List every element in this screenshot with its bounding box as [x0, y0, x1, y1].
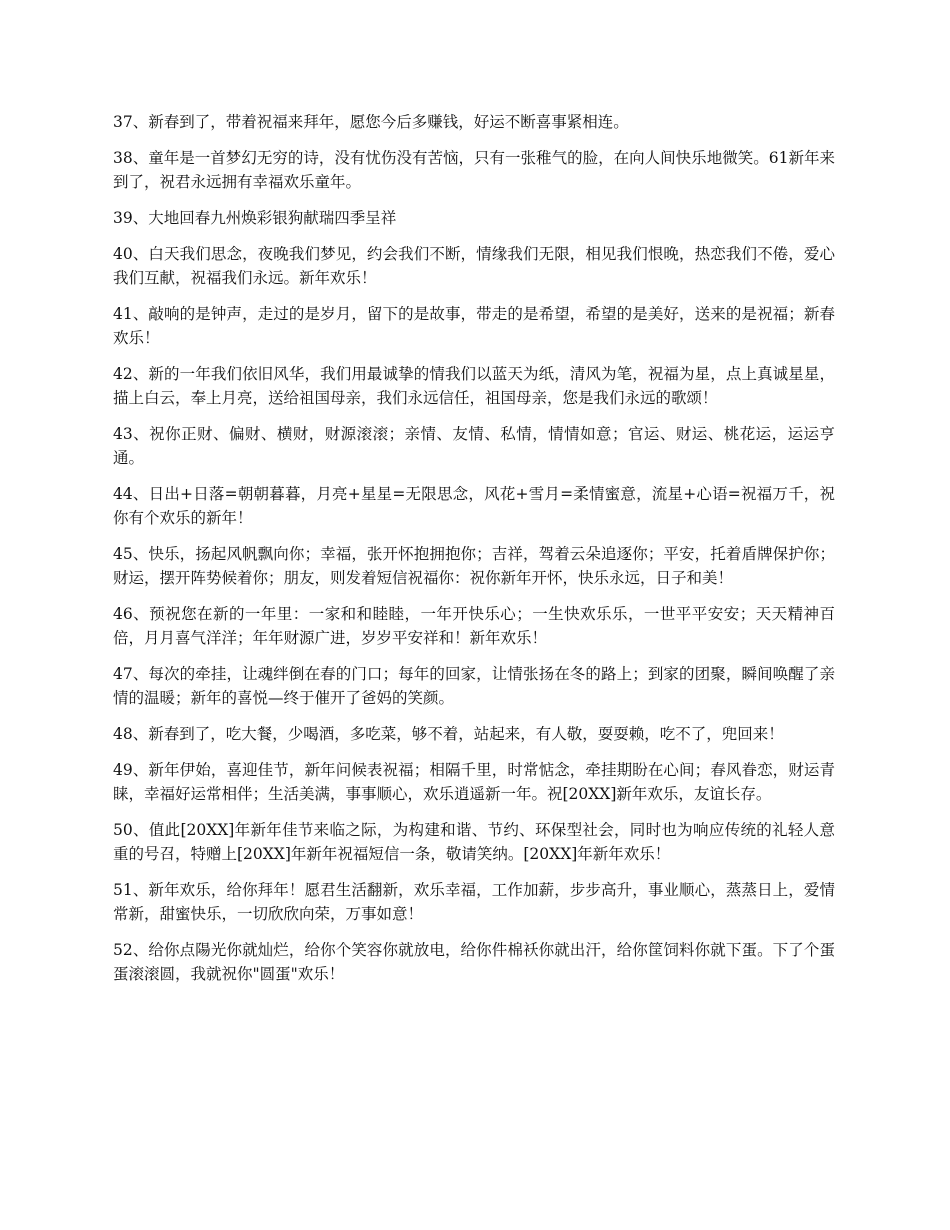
- document-body: [113, 110, 835, 998]
- paragraph-43: 43、祝你正财、偏财、横财，财源滚滚；亲情、友情、私情，情情如意；官运、财运、桃花运，运运亨通。: [113, 425, 835, 467]
- paragraph-39: 39、大地回春九州焕彩银狗献瑞四季呈祥: [113, 209, 397, 227]
- paragraph-52: 52、给你点陽光你就灿烂，给你个笑容你就放电，给你件棉袄你就出汗，给你筐饲料你就下蛋。下了个蛋蛋滚滚圆，我就祝你"圆蛋"欢乐！: [113, 941, 835, 983]
- paragraph-49: 49、新年伊始，喜迎佳节，新年问候表祝福；相隔千里，时常惦念，牵挂期盼在心间；春风眷恋，财运青睐，幸福好运常相伴；生活美满，事事顺心，欢乐逍遥新一年。祝[20XX]新年欢乐，友谊长存。: [113, 761, 835, 803]
- paragraph-50: 50、值此[20XX]年新年佳节来临之际，为构建和谐、节约、环保型社会，同时也为响应传统的礼轻人意重的号召，特赠上[20XX]年新年祝福短信一条，敬请笑纳。[20XX]年新年欢乐！: [113, 821, 835, 863]
- paragraph-51: 51、新年欢乐，给你拜年！愿君生活翻新，欢乐幸福，工作加薪，步步高升，事业顺心，蒸蒸日上，爱情常新，甜蜜快乐，一切欣欣向荣，万事如意！: [113, 881, 835, 923]
- paragraph-38: 38、童年是一首梦幻无穷的诗，没有忧伤没有苦恼，只有一张稚气的脸，在向人间快乐地微笑。61新年来到了，祝君永远拥有幸福欢乐童年。: [113, 149, 835, 191]
- paragraph-40: 40、白天我们思念，夜晚我们梦见，约会我们不断，情缘我们无限，相见我们恨晚，热恋我们不倦，爱心我们互献，祝福我们永远。新年欢乐！: [113, 245, 835, 287]
- paragraph-44: 44、日出+日落=朝朝暮暮，月亮+星星=无限思念，风花+雪月=柔情蜜意，流星+心语=祝福万千，祝你有个欢乐的新年！: [113, 485, 835, 527]
- paragraph-47: 47、每次的牵挂，让魂绊倒在春的门口；每年的回家，让情张扬在冬的路上；到家的团聚，瞬间唤醒了亲情的温暖；新年的喜悦—终于催开了爸妈的笑颜。: [113, 665, 835, 707]
- paragraph-42: 42、新的一年我们依旧风华，我们用最诚挚的情我们以蓝天为纸，清风为笔，祝福为星，点上真诚星星，描上白云，奉上月亮，送给祖国母亲，我们永远信任，祖国母亲，您是我们永远的歌颂！: [113, 365, 835, 407]
- paragraph-37: 37、新春到了，带着祝福来拜年，愿您今后多赚钱，好运不断喜事紧相连。: [113, 113, 629, 131]
- paragraph-46: 46、预祝您在新的一年里：一家和和睦睦，一年开快乐心；一生快欢乐乐，一世平平安安；天天精神百倍，月月喜气洋洋；年年财源广进，岁岁平安祥和！新年欢乐！: [113, 605, 835, 647]
- paragraph-41: 41、敲响的是钟声，走过的是岁月，留下的是故事，带走的是希望，希望的是美好，送来的是祝福；新春欢乐！: [113, 305, 835, 347]
- paragraph-48: 48、新春到了，吃大餐，少喝酒，多吃菜，够不着，站起来，有人敬，耍耍赖，吃不了，兜回来！: [113, 725, 784, 743]
- paragraph-45: 45、快乐，扬起风帆飘向你；幸福，张开怀抱拥抱你；吉祥，驾着云朵追逐你；平安，托着盾牌保护你；财运，摆开阵势候着你；朋友，则发着短信祝福你：祝你新年开怀，快乐永远，日子和美！: [113, 545, 835, 587]
